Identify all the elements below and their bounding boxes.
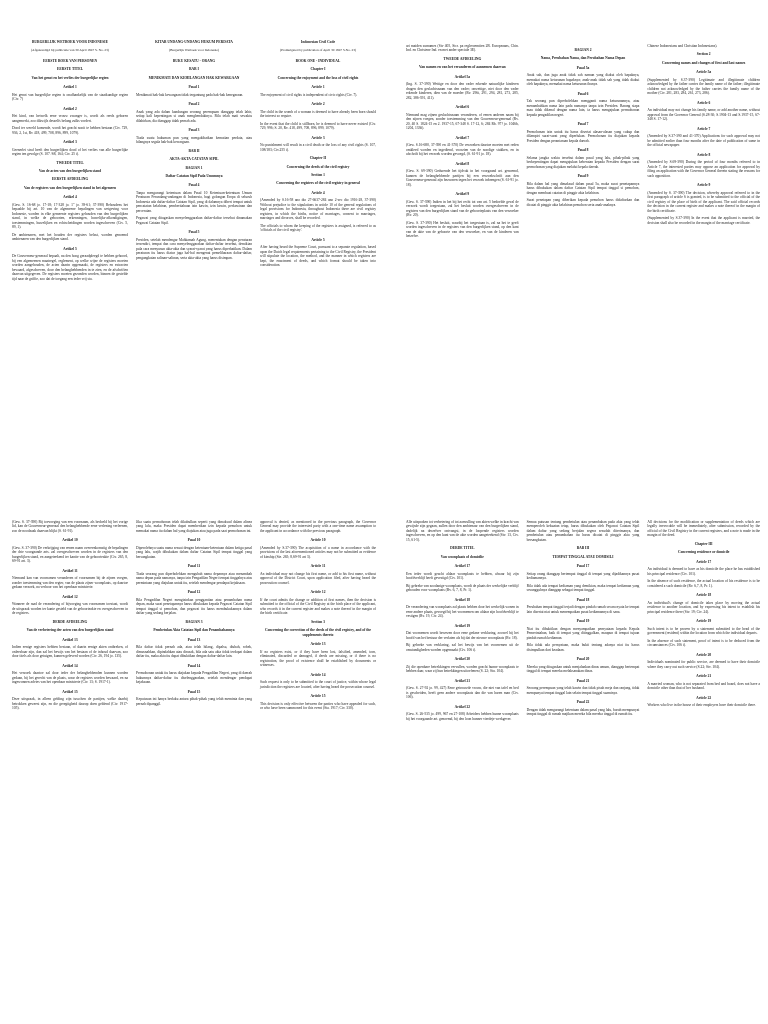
- section-heading: AKTA-AKTA CATATAN SIPIL: [169, 157, 219, 162]
- article-heading: Article 2: [311, 102, 325, 107]
- article-paragraph: (Amended by S.37-390) The acquisition of a name in accordance with the provisions of the last aforementioned articles may not be submitted as evidence of kinship (Ste. 265; 8,69-91 art 3).: [260, 545, 376, 559]
- article-paragraph: (Gew. S. 26-535 jo. 499, 967 en 27-108) Arbeiders hebben hunne woonplaats bij het voorgaande art. genoemd, bij den loon hunner vierdeje werkgever.: [406, 712, 519, 721]
- article-heading: Artikel 2: [63, 106, 77, 111]
- section-heading: Section 1: [311, 173, 325, 177]
- article-paragraph: Selama jangka waktu tersebut dalam pasal yang lalu, pihak-pihak yang berkepentingan dapat mengajukan keberatan kepada Presiden dengan surat permohonan yang diajukan melalui kepala daerah.: [526, 155, 640, 169]
- dutch-text-blocks: [406, 520, 519, 721]
- article-heading: Pasal 14: [187, 663, 201, 668]
- article-paragraph: The officials to whom the keeping of the registers is assigned, is referred to as 'officials of the civil registry'.: [260, 223, 376, 233]
- article-paragraph: Perubahan tempat tinggal terjadi dengan pindah rumah secara nyata ke tempat lain disertai niat untuk menempatkan pusat kediamannya di sana.: [526, 605, 640, 614]
- article-paragraph: Workers who live in the house of their employers have their domicile there.: [647, 703, 756, 708]
- article-heading: Pasal 9: [577, 174, 589, 179]
- article-paragraph: Dood ter wereld komende, wordt het geacht nooit te hebben bestaan (Civ. 729, 936, 2, 1st, Rv 418, 499, 708, 896, 899, 1079).: [12, 126, 128, 135]
- section-heading: BAB III: [576, 546, 590, 551]
- page-3-bottom-left: [0, 512, 384, 1024]
- article-heading: Artikel 5: [63, 246, 77, 251]
- section-heading: Van woonplaats of domicilie: [440, 554, 484, 559]
- dutch-column: [406, 520, 519, 1018]
- indonesian-text-blocks: [527, 520, 640, 717]
- article-paragraph: Permohonan untuk itu harus diajukan kepada Pengadilan Negeri, yang di daerah hukumnya daftar-daftar itu diselenggarakan, setelah mendengar pendapat kejaksaan.: [136, 671, 252, 685]
- section-heading: BAB I: [189, 67, 199, 72]
- article-heading: Article 22: [696, 695, 712, 700]
- article-heading: Article 9: [697, 183, 711, 188]
- article-paragraph: (Gew. S. 37-390) Indien in het bij het recht tot van art. 5 bedoelde geval de verzoek wordt toegestaan, zal het besluit worden overgeschreven in de registers van den burgerlijken stand van de geboorteplaats van den verzoeker (Rv. 20).: [406, 199, 519, 218]
- section-heading: EERSTE TITEL: [56, 67, 83, 72]
- article-paragraph: Menikmati hak-hak kewargaan tidak tergantung pada hak-hak kenegaraan.: [136, 92, 244, 97]
- article-heading: Artikel 20: [454, 657, 471, 662]
- section-heading: TEMPAT TINGGAL ATAU DOMISILI: [552, 554, 614, 559]
- article-paragraph: Tak seorang pun diperbolehkan mengganti nama keturunannya, atau menambahkan nama lain pada namanya tanpa izin Presiden. Barang siapa mau tidak dikenal dengan nama lain, ia harus mengajukan permohonan kepada pengadilan negeri.: [526, 99, 640, 117]
- article-paragraph: Pegawai yang ditugaskan menyelenggarakan daftar-daftar tersebut dinamakan Pegawai Catatan Sipil.: [136, 216, 252, 225]
- article-paragraph: Such request is only to be submitted to the court of justice, within whose legal jurisdiction the registers are located, after having heard the prosecution counsel.: [260, 680, 376, 689]
- section-heading: Van het genot en het verlies der burgerlijke regten: [31, 75, 109, 80]
- section-heading: TWEEDE TITEL: [56, 160, 84, 165]
- dutch-column: [12, 520, 128, 1018]
- section-heading: EERSTE BOEK VAN PERSONEN: [42, 58, 98, 63]
- article-heading: Pasal 1: [188, 85, 200, 90]
- article-paragraph: Bij gebreke van verklaring, zal het bewijs van het voornemen uit de omstandigheden worden opgemaakt (Civ. 106 i).: [406, 643, 519, 652]
- article-paragraph: Anak sah, dan juga anak tidak sah namun yang diakui oleh bapaknya, memakai nama keturunan bapaknya; anak-anak tidak sah yang tidak diakui oleh bapaknya, memakai nama keturunan ibunya.: [526, 73, 640, 87]
- article-paragraph: Permohonan izin untuk itu harus disertai alasan-alasan yang cukup dan dilampiri surat-surat yang diperlukan. Permohonan itu diajukan kepada Presiden dengan perantaraan kepala daerah.: [526, 129, 640, 143]
- page-1-top-left: [0, 0, 384, 512]
- indonesian-text-blocks: [136, 59, 252, 261]
- article-paragraph: The enjoyment of civil rights is independent of civic rights (Civ. 7).: [260, 92, 358, 97]
- article-paragraph: (Gew. S. 69-390) Gedurende het tijdvak in het voorgaand art. genoemd, kunnen de belanghebbende partijen bij een verzoekschrift aan den Gouverneur-generaal zijn bezwaren tegen het verzoek inbrengen (S. 61-91 jo. 18).: [406, 169, 519, 187]
- article-paragraph: Bila tidak ada tempat kediaman yang demikian, maka tempat kediaman yang sesungguhnya dianggap sebagai tempat tinggal.: [526, 583, 640, 593]
- dutch-subtitle: (Afgekondigd bij publicatie van 30 April 1847 S. No. 23): [31, 48, 109, 53]
- section-heading: Van namen en van het veranderen of aannemen daarvan: [419, 65, 506, 70]
- section-heading: Chapter I: [310, 67, 326, 72]
- english-text-blocks: [647, 44, 760, 225]
- article-paragraph: This decision is only effective between the parties who have appealed for such, or who have been summoned for this event (Sta. 1917; Civ. 330).: [260, 701, 376, 711]
- section-heading: Concerning the correction of the deeds of the civil registry, and of the supplements thereto: [265, 628, 371, 637]
- article-heading: Pasal 5: [188, 230, 200, 235]
- section-heading: Pembetulan Akta Catatan Sipil dan Penambahannya: [153, 628, 235, 633]
- article-heading: Pasal 7: [577, 122, 589, 127]
- article-paragraph: Zij die openbare betrekkingen vervullen, worden geacht hunne woonplaats te hebben daar, waar zij hun betrekkingen uitoefenen (S. 22; Stu. 104).: [406, 664, 519, 674]
- indonesian-text-blocks: [136, 520, 252, 706]
- article-paragraph: Deze uitspraak, in alleen gelding zijn tusschen de partijen, welke daarbij betrokken geweest zijn, en die geregtigheid daarop doen geldend (Civ. 1917-105).: [12, 697, 128, 711]
- article-heading: Article 4: [311, 190, 325, 195]
- article-paragraph: Een ieder wordt geacht aldaar woonplaats te hebben, alwaar hij zijn hoofdverblijf heeft gevestigd (Civ. 101).: [406, 571, 519, 581]
- article-heading: Artikel 6: [455, 105, 470, 110]
- article-heading: Pasal 20: [576, 657, 590, 662]
- section-heading: Van de acten van den burgerlijken stand: [38, 169, 102, 173]
- article-paragraph: Niemand mag zijnen geslachtsnaam veranderen, of eenen anderen naam bij den zijnen voegen, zonder toestemming van den Gouverneur-generaal (Rv. 20, 40 S. 1824-15 en 2. 1937-15, 67-348 S. 17-12, 6; 284 Rb. 97? jo. 1046b, 1204, 1336).: [406, 112, 519, 131]
- section-heading: BUKU KESATU - ORANG: [172, 58, 216, 63]
- article-heading: Artikel 21: [454, 678, 471, 683]
- article-heading: Artikel 22: [454, 704, 471, 709]
- article-paragraph: Diperolehnya suatu nama sesuai dengan ketentuan-ketentuan dalam ketiga pasal yang lalu, wajib dibukukan dalam daftar Catatan Sipil tempat tinggal yang bersangkutan.: [136, 545, 252, 559]
- article-heading: Article 19: [696, 619, 712, 624]
- section-heading: MENIKMATI DAN KEHILANGAN HAK KEWARGAAN: [148, 75, 240, 80]
- article-paragraph: Niat itu dibuktikan dengan menyampaikan pernyataan kepada Kepala Pemerintahan, baik di tempat yang ditinggalkan, maupun di tempat tujuan pindah rumah kediaman.: [526, 626, 640, 640]
- section-heading: Concerning names and changes of first and last names: [662, 60, 746, 65]
- article-heading: Pasal 5a: [576, 65, 590, 70]
- section-heading: BAGIAN 3: [185, 619, 203, 624]
- article-paragraph: (Amended by S.37-390 and 41-370) Applications for such approval may not be admitted earlier than four months after the date of publication of same in the official newspaper.: [647, 134, 761, 148]
- indonesian-text-blocks: [527, 48, 640, 207]
- article-paragraph: Bila daftar tidak pernah ada, atau telah hilang, dipalsu, diubah, robek, dimusnahkan, dipindahkan atau dirusak, bila ada satu akta tidak terdapat dalam daftar itu, maka akta itu dapat dibuktikan dengan daftar-daftar lain.: [136, 645, 252, 659]
- dutch-text-blocks: [12, 59, 128, 281]
- article-heading: Pasal 4: [188, 183, 200, 188]
- article-paragraph: An individual may not change his first name, or add to his first name, without approval of the District Court, upon application filed, after having heard the prosecution counsel.: [260, 571, 376, 585]
- article-paragraph: If no registers exist, or if they have been lost, falsified, amended, torn, eliminated, discarded or damaged, if deeds are missing, or if there is no registration, the proof of existence shall be established by documents or witnesses.: [260, 649, 376, 668]
- article-paragraph: (Gew. S. 37-390) Het besluit, waarbij het toegestaan is, zal na het te geeft worden ingeschreven in de registers van den burgerlijken stand, op den kant van de akte van de geboorte van den verzoeker, en van de kinderen van hetzelve.: [406, 220, 519, 239]
- dutch-title: BURGERLIJK WETBOEK VOOR INDONESIE: [32, 40, 108, 44]
- section-heading: Chapter III: [694, 541, 713, 546]
- article-paragraph: Anak yang ada dalam kandungan seorang perempuan dianggap telah lahir, setiap kali kepentingan si anak menghendakinya. Bila telah mati sewaktu dilahirkan, dia dianggap tidak pernah ada.: [136, 109, 252, 123]
- article-heading: Artikel 18: [454, 597, 471, 602]
- article-heading: Article 11: [310, 564, 326, 569]
- article-heading: Artikel 1: [63, 85, 77, 90]
- article-paragraph: Wanneer de raad de verandering of bijvoeging van voornamen toestaat, wordt de uitspraak worden ter kante gesteld van de geboorteakte en overgeschreven in de registers.: [12, 602, 128, 616]
- article-heading: Artikel 19: [454, 623, 471, 628]
- article-paragraph: (Gew. S. 37-390) Bij toevoeging van een voornaam, als bedoeld bij het vorige lid, kan de Gouverneur-generaal den belanghebbende eene verlening verleenen, zoo de noodzaak daarvan blijkt (S. 61-91).: [12, 520, 128, 533]
- article-paragraph: (Supplemented by S.37-390) Legitimate and illegitimate children acknowledged by the father carries the family name of the father; illegitimate children not acknowledged by the father carries the family name of the mother (Civ. 281, 283, 284, 261, 273, 286).: [647, 77, 761, 96]
- article-paragraph: An individual may not change his family name, or add another name, without approval from the Governor General (S.28-30; S.1904-13 and S.1937-15, 67-348 S. 17-12).: [647, 108, 761, 122]
- section-heading: Section 2: [696, 52, 711, 57]
- article-paragraph: Tanpa mengurangi ketentuan dalam Pasal 10 Ketentuan-ketentuan Umum Peraturan Perundang-undangan di Indonesia, bagi golongan Eropa di seluruh Indonesia ada daftar-daftar Catatan Sipil, yang di dalamnya diberi tempat untuk pencatatan kelahiran, pemberitahuan izin kawin, izin kawin, perkawinan dan perceraian.: [136, 190, 252, 213]
- article-heading: Article 7: [697, 126, 711, 131]
- article-heading: Article 13: [310, 642, 326, 647]
- article-paragraph: All decisions for the modification or supplementation of deeds which are legally irrevocable will be immediately, after submission, recorded by the official of the Civil Registry in the current registers, and a note is made in the margin of the deed.: [647, 520, 761, 538]
- article-paragraph: Setiap orang dianggap bertempat tinggal di tempat yang dijadikannya pusat kediamannya.: [526, 571, 640, 581]
- english-column: [647, 520, 760, 1018]
- article-heading: Pasal 10: [187, 538, 201, 543]
- article-heading: Pasal 12: [187, 590, 201, 595]
- article-paragraph: Individuals nominated for public service, are deemed to have their domicile where they carry out such service (S.22; Stv. 104).: [647, 660, 761, 669]
- english-text-blocks: [647, 520, 760, 708]
- section-heading: BAGIAN 1: [185, 165, 203, 170]
- section-heading: BAB II: [188, 148, 200, 153]
- english-subtitle: (Promulgated by publication of April 30 1847 S.No. 23): [279, 48, 357, 53]
- article-paragraph: De ambtenaren, met het houden der registers belast, worden genoemd ambtenaren van den burgerlijken stand.: [12, 232, 128, 242]
- section-heading: DERDE AFDEELING: [52, 619, 88, 624]
- article-paragraph: (Gew. S. 37-390) De verkrijging van eenen naam overeenkomstig de bepalingen der drie voorgaande arts. zal overgeschreven worden in de registers van den burgerlijken stand, en aangeteekend ter kantte van de geboorteakte (Civ. 265, 8, 69-91 art. 3).: [12, 545, 128, 564]
- article-heading: Artikel 12: [62, 594, 78, 599]
- article-heading: Pasal 2: [188, 102, 200, 107]
- article-paragraph: approval is denied, as mentioned in the previous paragraph, the Governor General may provide the interested party with a one-time name assumption to the applicant in accordance with the previous paragraph.: [260, 520, 376, 533]
- article-paragraph: An individual is deemed to have as his domicile the place he has established his principal residence (Civ. 101).: [647, 567, 761, 576]
- article-paragraph: Bila dalam hal yang dimaksud dalam pasal 5a, maka surat penetapannya harus dibukukan dalam daftar Catatan Sipil tempat tinggal si pemohon, dengan membuat catatan di pinggir akta kelahiran.: [526, 181, 640, 195]
- article-paragraph: Tiada seorang pun diperbolehkan mengubah nama depannya atau menambah nama depan pada namanya, tanpa izin Pengadilan Negeri tempat tinggalnya atas permintaan yang diajukan untuk itu, setelah mendengar pendapat kejaksaan.: [136, 571, 252, 585]
- indonesian-column: [527, 520, 640, 1018]
- section-heading: BOOK ONE - INDIVIDUAL: [295, 58, 341, 63]
- english-column: [647, 44, 760, 506]
- section-heading: Daftar Catatan Sipil Pada Umumnya: [165, 174, 223, 178]
- article-heading: Artikel 4: [63, 195, 77, 200]
- article-paragraph: Presiden, setelah mendengar Mahkamah Agung, menentukan dengan peraturan tersendiri, tempat dan cara menyelenggarakan daftar-daftar tersebut, demikian pula cara menyusun akta-akta dan syarat-syarat yang harus diperhatikan. Dalam peraturan itu harus diatur juga hal-hal mengenai pemeliharaan daftar-daftar, pengangkatan salinan-salinan, serta akta-akta yang harus disimpan.: [136, 237, 252, 260]
- article-paragraph: Tiada suatu hukuman pun yang mengakibatkan kematian perdata, atau hilangnya segala hak-hak kewargaan.: [136, 135, 252, 145]
- article-heading: Article 5a: [696, 70, 712, 75]
- article-heading: Pasal 22: [576, 700, 590, 705]
- article-heading: Pasal 11: [187, 564, 201, 569]
- article-heading: Article 1: [311, 85, 325, 90]
- article-paragraph: In the absence of such statement, proof of intent is to be deduced from the circumstances (Civ. 106 i).: [647, 638, 761, 648]
- article-heading: Article 17: [696, 559, 712, 564]
- article-heading: Pasal 15: [187, 689, 201, 694]
- article-paragraph: (Amended by S.16-58 ano dto 27-6637-284 ano 2-sec dto 1916-28, 37-390) Without prejudice to the stipulations in article 10 of the general regulations of legal provisions for Indonesia, throughout Indonesia there are civil registry registers, in which the births, notice of marriages, consent to marriages, marriages and divorces, shall be recorded.: [260, 198, 376, 221]
- article-paragraph: (Gew. S. 16-68 jo. 17-18; 17-328 jo. 1" jo. 39-61; 37-390) Behoudens het bepaalde bij art. 10 van de algemeene bepalingen van wetgeving voor Indonesie, worden in elke gemeente registers gehouden van den burgerlijken stand, in welke de geboorten, erkenningen, huwelijks-afkondigingen, toestemmingen, huwelijken en echtscheidingen worden ingeschreven (Civ. 5, 89, 1).: [12, 202, 128, 230]
- section-heading: Nama, Perubahan Nama, dan Perubahan Nama Depan: [540, 56, 626, 61]
- indonesian-column: [527, 44, 640, 506]
- article-paragraph: Bila Pengadilan Negeri mengizinkan penggantian atau penambahan nama depan, maka surat penetapannya harus dibukukan kepada Pegawai Catatan Sipil tempat tinggal si pemohon, dan pegawai itu harus membukukannya dalam daftar yang sedang berjalan.: [136, 597, 252, 616]
- section-heading: TWEEDE AFDEELING: [443, 56, 482, 61]
- article-paragraph: Geenerlei straf heeft den burgerlijken dood of het verlies van alle burgerlijke regten ten gevolge (S. 107 /S8, 164; Civ. 25 i).: [12, 147, 128, 157]
- article-paragraph: Such intent is to be proven by a statement submitted to the head of the government (resident) within the location from which the individual departs.: [647, 626, 761, 636]
- indonesian-column: [136, 40, 252, 506]
- section-heading: Van de registers van den burgerlijken stand in het algemeen: [24, 185, 116, 190]
- english-text-blocks: [260, 520, 376, 711]
- dutch-column: [406, 44, 519, 506]
- article-paragraph: Niemand kan van voornamen veranderen of voornamen bij de zijnen voegen, zonder toestemming van den regter, van de plaats zijner woonplaats, op daartoe gedaan verzoek, na verhoor van het openbaar ministerie.: [12, 576, 128, 590]
- article-heading: Pasal 19: [576, 619, 590, 624]
- article-heading: Article 15: [310, 694, 326, 699]
- article-paragraph: After having heard the Supreme Court, pursuant to a separate regulation, based upon the Dutch legal requirements pertaining to the Civil Registry, the President will stipulate the location, the method, and the manner in which registers are kept, the enactment of deeds, and which format should be taken into consideration.: [260, 245, 376, 268]
- section-heading: Section 3: [311, 619, 325, 624]
- english-text-blocks: [260, 59, 376, 268]
- article-paragraph: Het genot van burgerlijke regten is onafhankelijk van de staatkundige regten (Civ. 7): [12, 92, 128, 102]
- article-heading: Article 14: [310, 672, 326, 677]
- page-2-top-right: [384, 0, 768, 512]
- article-heading: Pasal 13: [187, 637, 201, 642]
- article-heading: Artikel 8: [455, 161, 470, 166]
- article-paragraph: (Gew. S.16-680, 37-390 en 41-370) De verzoeken daartoe moeten met reden omkleed worden en ingediend, voorzien van de noodige stukken, en in afschrift bij het verzoek worden gevoegd, (S. 61-91 jo. 18).: [406, 143, 519, 157]
- article-paragraph: If the court admits the change or addition of first names, then the decision is submitted to the official of the Civil Registry at the birth place of the applicant, who records it in the current register and makes a note thereof in the margin of the birth certificate.: [260, 597, 376, 616]
- article-heading: Article 18: [696, 593, 712, 598]
- article-paragraph: Semua putusan tentang pembetulan atau penambahan pada akta yang telah memperoleh kekuatan tetap, harus dibukukan oleh Pegawai Catatan Sipil dalam daftar yang sedang berjalan segera sesudah diterimanya, dan pembetulan atau penambahan itu harus dicatat di pinggir akta yang bersangkutan.: [526, 520, 640, 542]
- article-heading: Pasal 6: [577, 91, 589, 96]
- article-paragraph: Het verzoek daartoe zal door ieder der belanghebbenden kunnen worden gedaan, bij het gerecht van de plaats, waar de registers worden bewaard, en na ingewonnen advies van het openbaar ministerie (Civ. 13; S. 1917-1).: [12, 671, 128, 685]
- article-heading: Pasal 18: [576, 597, 590, 602]
- article-paragraph: Dat voornemen wordt bewezen door eene gedane verklaring, zoowel bij het hoofd van het bestuur der verlaten als bij dat der nieuwe woonplaats (Rv. 18).: [406, 631, 519, 640]
- english-column: [260, 40, 376, 506]
- article-heading: Pasal 3: [188, 128, 200, 133]
- article-paragraph: Chinese Indonesians and Christian Indonesians).: [647, 44, 718, 48]
- article-paragraph: Keputusan ini hanya berlaku antara pihak-pihak yang telah meminta dan yang pernah dipanggil.: [136, 697, 252, 706]
- article-heading: Artikel 13: [62, 637, 78, 642]
- article-heading: Article 20: [696, 652, 712, 657]
- article-heading: Article 5: [311, 237, 325, 242]
- section-heading: DERDE TITEL: [450, 546, 475, 551]
- article-heading: Article 10: [310, 538, 326, 543]
- article-paragraph: Bila tidak ada pernyataan, maka bukti tentang adanya niat itu harus disimpulkan dari keadaan.: [526, 643, 640, 652]
- article-paragraph: In the absence of such residence, the actual location of his residence is to be considered a such domicile (Rv. 6,7, 8, Pr. 1).: [647, 579, 761, 588]
- article-heading: Artikel 15: [62, 689, 78, 694]
- article-paragraph: (Gew. S. 27-92 jo. 99, 427) Eene getrouwde vrouw, die niet van tafel en bed is gescheiden, heeft geen andere woonplaats dan die van haren man (Civ. 106).: [406, 686, 519, 700]
- article-paragraph: Seorang perempuan yang telah kawin dan tidak pisah meja dan ranjang, tidak mempunyai tempat tinggal lain selain tempat tinggal suaminya.: [526, 686, 640, 695]
- article-paragraph: (Amended by S. 37-390) The decision, whereby approval referred to in the first paragraph of article 6 is granted, is to be submitted to the official of the civil registry of the place of birth of the applicant. The said official records the decision in the current register and makes a note thereof in the margin of the birth certificate.: [647, 190, 761, 213]
- article-paragraph: The child in the womb of a woman is deemed to have already been born should the interest so require.: [260, 109, 376, 119]
- indonesian-subtitle: (Burgerlijk Wetboek voor Indonesie): [169, 48, 219, 53]
- english-title: Indonesian Civil Code: [300, 40, 336, 44]
- article-heading: Artikel 14: [62, 663, 78, 668]
- article-paragraph: In the event that the child is stillborn, he is deemed to have never existed (Civ. 729, 996; S. 20, Rv. 418, 499, 708, 896, 899, 1079).: [260, 121, 376, 131]
- article-paragraph: Het kind, van hetwelk eene vrouw zwanger is, wordt als reeds geboren aangemerkt, zoo dikwijls deszelfs belang zulks vordert.: [12, 114, 128, 123]
- article-heading: Artikel 3: [63, 140, 77, 145]
- section-heading: BAGIAN 2: [574, 48, 592, 52]
- article-paragraph: Alle uitspraken tot verbetering of tot aanvulling van akten welke in kracht van gewijsde zijn gegaan, zullen door den ambtenaar van den burgerlijken stand, dadelijk na derzelver ontvangst, in de loopende registers worden ingeschreven, en op den kant van de akte worden aangeteekend (Stv. 13, Civ. 15, 61-5).: [406, 520, 519, 542]
- article-paragraph: De verandering van woonplaats zal plaats hebben door het werkelijk wonen in eene andere plaats, gevoegd bij het voornemen om aldaar zijn hoofdverblijf te vestigen (Rv. 19, Civ. 24).: [406, 605, 519, 619]
- article-heading: Article 8: [697, 152, 711, 157]
- page-4-bottom-right: [384, 512, 768, 1024]
- section-heading: Chapter II: [309, 156, 327, 161]
- dutch-text-blocks: [12, 520, 128, 711]
- article-paragraph: Dengan tidak mengurangi ketentuan dalam pasal yang lalu, buruh mempunyai tempat tinggal di rumah majikan mereka bila mereka tinggal di rumah itu.: [526, 707, 640, 717]
- article-paragraph: (Supplemented by S.37-390) In the event that the applicant is married, the decision shall also be recorded in the margin of the marriage certificate.: [647, 216, 761, 225]
- section-heading: Concerning the enjoyment and the loss of civil rights: [277, 75, 359, 80]
- section-heading: EERSTE AFDEELING: [51, 177, 89, 182]
- article-paragraph: An individual's change of domicile takes place by moving the actual residence to another location, and by expressing his intent to establish his principal residence there (Stv. 19; Civ. 24).: [647, 600, 761, 614]
- english-column: [260, 520, 376, 1018]
- article-paragraph: Mereka yang ditugaskan untuk menjalankan dinas umum, dianggap bertempat tinggal di tempat mereka melaksanakan dinas.: [526, 664, 640, 674]
- article-heading: Article 6: [697, 100, 711, 105]
- dutch-column: [12, 40, 128, 506]
- article-heading: Pasal 21: [576, 678, 590, 683]
- article-heading: Article 12: [310, 590, 326, 595]
- section-heading: Concerning the registers of the civil registry in general: [276, 181, 360, 186]
- article-heading: Artikel 5a: [454, 74, 471, 79]
- dutch-text-blocks: [406, 44, 519, 239]
- indonesian-column: [136, 520, 252, 1018]
- article-paragraph: (Ing. S. 37-390) Wettige en door den vader erkende natuurlijke kinderen dragen den geslachtsnaam van den vader; onwettige, niet door den vader erkende kinderen, dien van de moeder (Rv. 296i, 291, 294, 281, 273, 285, 282, 386-391, 411).: [406, 82, 519, 100]
- article-heading: Article 3: [311, 135, 325, 140]
- article-heading: Article 21: [696, 674, 712, 679]
- article-paragraph: De Gouverneur-generaal bepaalt, na den hoog geraadpleegd te hebben gehoord, bij een algemeenen maatregel, reglement, op welke wijze de registers moeten worden aangehouden, de acten daarin opgemaakt, de registers en extracten bewaard, afgeschreven, door den belanghebbenden in te zien, en de afschriften daarvan uitgegeven. De registers moeten gezonden worden, binnen de gestelde tijd naar de griffie, zoo dat de toegang een ieder vrij sta.: [12, 254, 128, 281]
- article-heading: Artikel 7: [455, 135, 470, 140]
- article-heading: Artikel 9: [455, 192, 470, 197]
- indonesian-title: KITAB UNDANG-UNDANG HUKUM PERDATA: [155, 40, 233, 44]
- article-heading: Artikel 10: [62, 538, 78, 543]
- section-heading: Van de verbetering der acten van den burgerlijken stand: [26, 628, 114, 633]
- article-heading: Artikel 11: [62, 568, 78, 573]
- article-paragraph: Surat penetapan yang diberikan kepada pemohon harus didaftarkan dan dicatat di pinggir akta kelahiran pemohon serta anak-anaknya.: [526, 198, 640, 207]
- article-heading: Artikel 17: [454, 564, 471, 569]
- section-heading: Concerning residence or domicile: [678, 550, 730, 555]
- article-paragraph: A married woman, who is not separated from bed and board, does not have a domicile other than that of her husband.: [647, 681, 761, 691]
- article-paragraph: Jika suatu permohonan telah dikabulkan seperti yang dimaksud dalam alinea yang lalu, maka Presiden dapat memberikan izin kepada pemohon untuk memakai nama itu dalam hal yang diajukan atau juga pada saat permohonan ini.: [136, 520, 252, 533]
- article-paragraph: (Amended by S.69-390) During the period of four months referred to in Article 7, the interested parties may oppose an application for approval by filing an application with the Governor General therein stating the reasons for such opposition.: [647, 160, 761, 178]
- article-paragraph: Indien eenige registers hebben bestaan, of daarin eenige akten ontbreken, of onleesbaar zijn, dan zal het bewijs van het bestaan of de inhoud daarvan, zoo door titels als door getuigen, kunnen geleverd worden (Civ. 26, 194 jo. 135).: [12, 645, 128, 659]
- section-heading: Concerning the deeds of the civil registry: [286, 164, 350, 169]
- article-heading: Pasal 17: [576, 564, 590, 569]
- article-paragraph: Bij gebreke van zoodanige woonplaats, wordt de plaats der werkelijke verblijf gehouden voor woonplaats (Rv. 6, 7, 8, Pr. 1).: [406, 583, 519, 593]
- article-heading: Pasal 8: [577, 148, 589, 153]
- article-paragraph: ari maiden surnames (Stv 405, Stcr. pa regleroemtien 2B. Europeaans, Chin. Ind. en Christene Ind. en met ander speciale 3E).: [406, 44, 519, 53]
- article-paragraph: No punishment will result in a civil death or the loss of any civil rights (S. 107, 108/183; Civ.255 i).: [260, 143, 376, 152]
